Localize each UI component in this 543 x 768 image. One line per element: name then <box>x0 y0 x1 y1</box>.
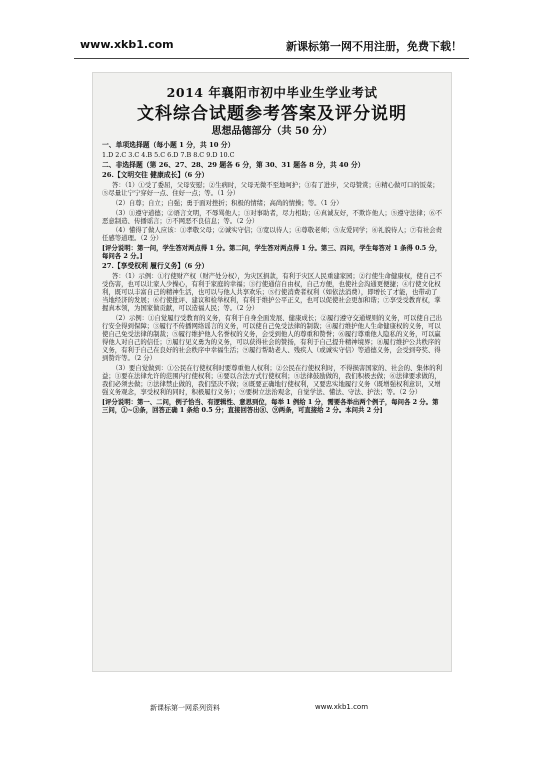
answer-body <box>102 141 443 415</box>
question-heading: 26.【文明交往 健康成长】（6 分） <box>102 170 209 179</box>
scoring-note: [评分说明：第一问，学生答对两点得 1 分。第二问，学生答对两点得 1 分。第三、四问，学生每答对 1 条得 0.5 分，每问各 2 分。] <box>102 243 442 260</box>
scoring-note: [评分说明：第一、二问，例子恰当、有逻辑性、意思到位，每举 1 例给 1 分，需要各举出两个例子，每问各 2 分。第三问，①~③条，回答正确 1 条给 0.5 分；直接回答出⑧、⑨两条，可直接给 2 分。本问共 2 分] <box>102 397 439 414</box>
answer-text: 答：（1）示例：①行使财产权（财产处分权），为灾区捐款，有利于灾区人民重建家园；②行使生命健康权，使自己不受伤害，也可以让家人少操心，有利于家庭的幸福；③行使通信自由权，自己方便，也使社会沟通更便捷；④行使文化权利，既可以丰富自己的精神生活，也可以与他人共享欢乐；⑤行使消费者权利（如依法消费），即增长了才能，也带动了当地经济的发展；⑥行使批评、建议和检举权利，有利于维护公平正义，也可以促使社会更加和谐；⑦享受受教育权，掌握真本领，为国家做贡献，可以造福人民；等。（2 分） <box>102 271 442 313</box>
answer-text: （3）①遵守道德；②语言文明，不辱骂他人；③对事助者，尽力相助；④真诚友好，不欺诈他人；⑤遵守法律；⑥不恶意制造、传播谣言；⑦不网恶不良信息；等。（2 分） <box>102 208 442 225</box>
answer-text: （2）自尊；自立；自强；勇于面对挫折；积极的情绪；高尚的情操；等。（1 分） <box>112 198 343 207</box>
section-heading: 一、单项选择题（每小题 1 分，共 10 分） <box>102 141 235 149</box>
section-heading: 二、非选择题（第 26、27、28、29 题各 6 分，第 30、31 题各 8 分，共 40 分） <box>102 160 365 169</box>
footer-site: www.xkb1.com <box>315 703 369 711</box>
footer-left: 新课标第一网系列资料 <box>150 704 220 712</box>
header-site: www.xkb1.com <box>80 38 174 51</box>
section-title: 思想品德部分（共 50 分） <box>211 126 333 137</box>
doc-title: 文科综合试题参考答案及评分说明 <box>137 104 407 124</box>
header-rule <box>74 58 469 59</box>
answer-text: （2）示例：①自觉履行受教育的义务，有利于自身全面发展、健康成长；②履行遵守交通规则的义务，可以使自己出行安全得到保障；③履行不传播网络谣言的义务，可以使自己免受法律的制裁；④履行维护他人生命健康权的义务，可以使自己免受法律的制裁；⑤履行维护他人名誉权的义务，会受到他人的尊重和赞誉；⑥履行尊重他人隐私的义务，可以赢得他人对自己的信任；⑦履行见义勇为的义务，可以获得社会的赞扬，有利于自己提升精神境界；⑧履行维护公共秩序的义务，有利于自己在良好的社会秩序中幸福生活；⑨履行帮助老人、残疾人（或诚实守信）等道德义务，会受到夸奖、得到赞许等。（2 分） <box>102 313 442 363</box>
answer-text: （3）要自觉做到：①公民在行使权利时要尊重他人权利；②公民在行使权利时，不得损害国家的、社会的、集体的利益；③要在法律允许的范围内行使权利；④要以合法方式行使权利；⑤法律鼓励做的，我们积极去做；⑥法律要求做的，我们必须去做；⑦法律禁止做的，我们坚决不做；⑧既要正确地行使权利，又要忠实地履行义务（既增强权利意识，又增强义务观念，享受权利的同时，积极履行义务）；⑨要树立法治观念，自觉学法、懂法、守法、护法；等。（2 分） <box>102 363 442 396</box>
exam-title: 2014 年襄阳市初中毕业生学业考试 <box>166 85 378 100</box>
scanned-answer-sheet <box>92 72 452 672</box>
header-slogan: 新课标第一网不用注册，免费下载！ <box>286 40 462 53</box>
answer-text: （4）懂得了做人应该：①孝敬父母；②诚实守信；③宽以待人；④尊敬老师；⑤友爱同学；⑥礼貌待人；⑦有社会责任感等道理。（2 分） <box>102 226 442 243</box>
question-heading: 27.【享受权利 履行义务】（6 分） <box>102 261 209 270</box>
answer-text: 答：（1）①受了委屈，父母安慰；②生病时，父母无微不至地呵护；③有了进步，父母赞赏；④精心做可口的饭菜；⑤尽量让宁宁穿好一点、住好一点；等。（1 分） <box>102 181 439 198</box>
answer-text: 1.D 2.C 3.C 4.B 5.C 6.D 7.B 8.C 9.D 10.C <box>102 151 235 160</box>
